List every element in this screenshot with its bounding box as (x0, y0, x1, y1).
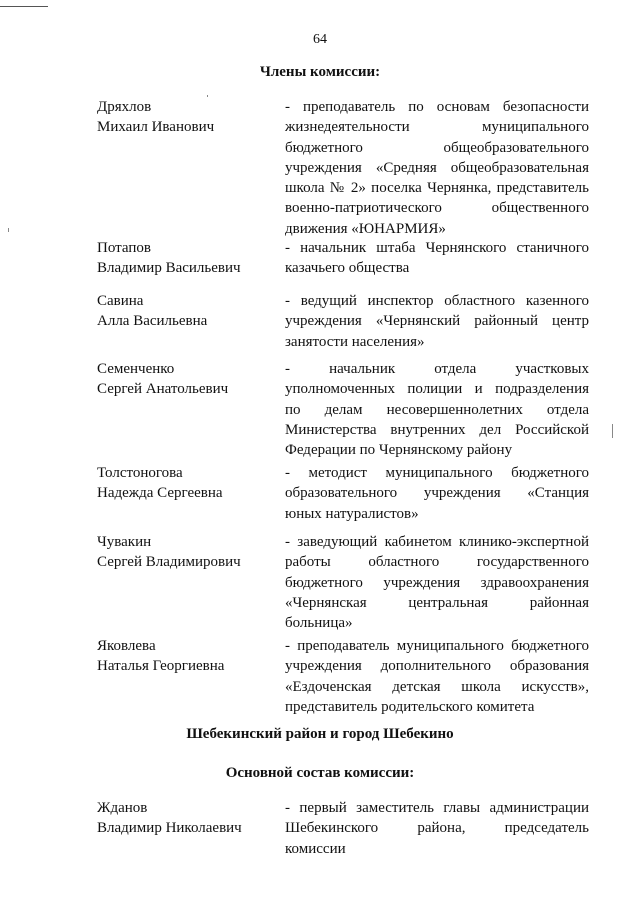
role-line: движения «ЮНАРМИЯ» (285, 220, 446, 237)
member-name (97, 291, 282, 332)
role-line: - ведущий инспектор областного казенного (285, 293, 589, 309)
district-heading: Шебекинский район и город Шебекино (186, 726, 454, 742)
member-surname: Семенченко (97, 361, 175, 377)
member-role (285, 463, 589, 524)
member-given-name: Владимир Николаевич (97, 820, 242, 837)
member-given-name: Михаил Иванович (97, 119, 215, 136)
member-role (285, 238, 589, 279)
role-line: учреждения «Средняя общеобразовательная (285, 159, 589, 176)
role-line: по делам несовершеннолетних отдела (285, 401, 589, 418)
role-line: казачьего общества (285, 260, 410, 277)
role-line: «Чернянская центральная районная (285, 594, 589, 611)
member-given-name: Сергей Владимирович (97, 554, 241, 571)
page-number: 64 (313, 32, 327, 47)
role-line: Федерации по Чернянскому району (285, 442, 513, 459)
member-given-name: Наталья Георгиевна (97, 658, 225, 675)
top-edge-mark (0, 6, 48, 7)
role-line: учреждения дополнительного образования (285, 658, 589, 675)
member-name (97, 532, 282, 573)
role-line: - методист муниципального бюджетного (285, 465, 589, 481)
member-name (97, 359, 282, 400)
role-line: юных натуралистов» (285, 505, 419, 522)
member-name (97, 798, 282, 839)
role-line: больница» (285, 615, 353, 632)
role-line: - начальник отдела участковых (285, 361, 589, 377)
member-given-name: Алла Васильевна (97, 313, 208, 330)
member-role (285, 798, 589, 859)
role-line: работы областного государственного (285, 554, 589, 571)
members-heading: Члены комиссии: (259, 64, 381, 80)
member-surname: Потапов (97, 240, 151, 256)
member-role (285, 97, 589, 239)
member-role (285, 359, 589, 460)
role-line: - преподаватель по основам безопасности (285, 99, 589, 115)
member-surname: Жданов (97, 800, 148, 816)
role-line: уполномоченных полиции и подразделения (285, 381, 589, 398)
role-line: - преподаватель муниципального бюджетного (285, 638, 589, 654)
main-composition-heading: Основной состав комиссии: (225, 765, 415, 781)
member-role (285, 291, 589, 352)
member-role (285, 636, 589, 717)
member-given-name: Сергей Анатольевич (97, 381, 229, 398)
role-line: представитель родительского комитета (285, 698, 535, 715)
member-surname: Толстоногова (97, 465, 183, 481)
member-given-name: Надежда Сергеевна (97, 485, 223, 502)
role-line: комиссии (285, 840, 346, 857)
member-name (97, 97, 282, 138)
role-line: - начальник штаба Чернянского станичного (285, 240, 589, 256)
role-line: занятости населения» (285, 333, 425, 350)
role-line: образовательного учреждения «Станция (285, 485, 589, 502)
role-line: жизнедеятельности муниципального (285, 119, 589, 136)
role-line: - первый заместитель главы администрации (285, 800, 589, 816)
member-given-name: Владимир Васильевич (97, 260, 241, 277)
role-line: Министерства внутренних дел Российской (285, 421, 589, 438)
member-role (285, 532, 589, 633)
role-line: школа № 2» поселка Чернянка, представитель (285, 180, 589, 197)
role-line: бюджетного учреждения здравоохранения (285, 574, 589, 591)
member-surname: Дряхлов (97, 99, 152, 115)
role-line: Шебекинского района, председатель (285, 820, 589, 837)
role-line: «Ездоченская детская школа искусств», (285, 678, 589, 695)
role-line: бюджетного общеобразовательного (285, 139, 589, 156)
scan-speck (612, 424, 613, 438)
member-name (97, 636, 282, 677)
role-line: военно-патриотического общественного (285, 200, 589, 217)
member-name (97, 238, 282, 279)
role-line: учреждения «Чернянский районный центр (285, 313, 589, 330)
scan-speck (8, 228, 9, 232)
member-surname: Савина (97, 293, 144, 309)
member-surname: Яковлева (97, 638, 156, 654)
member-surname: Чувакин (97, 534, 152, 550)
member-name (97, 463, 282, 504)
role-line: - заведующий кабинетом клинико-экспертной (285, 534, 589, 550)
